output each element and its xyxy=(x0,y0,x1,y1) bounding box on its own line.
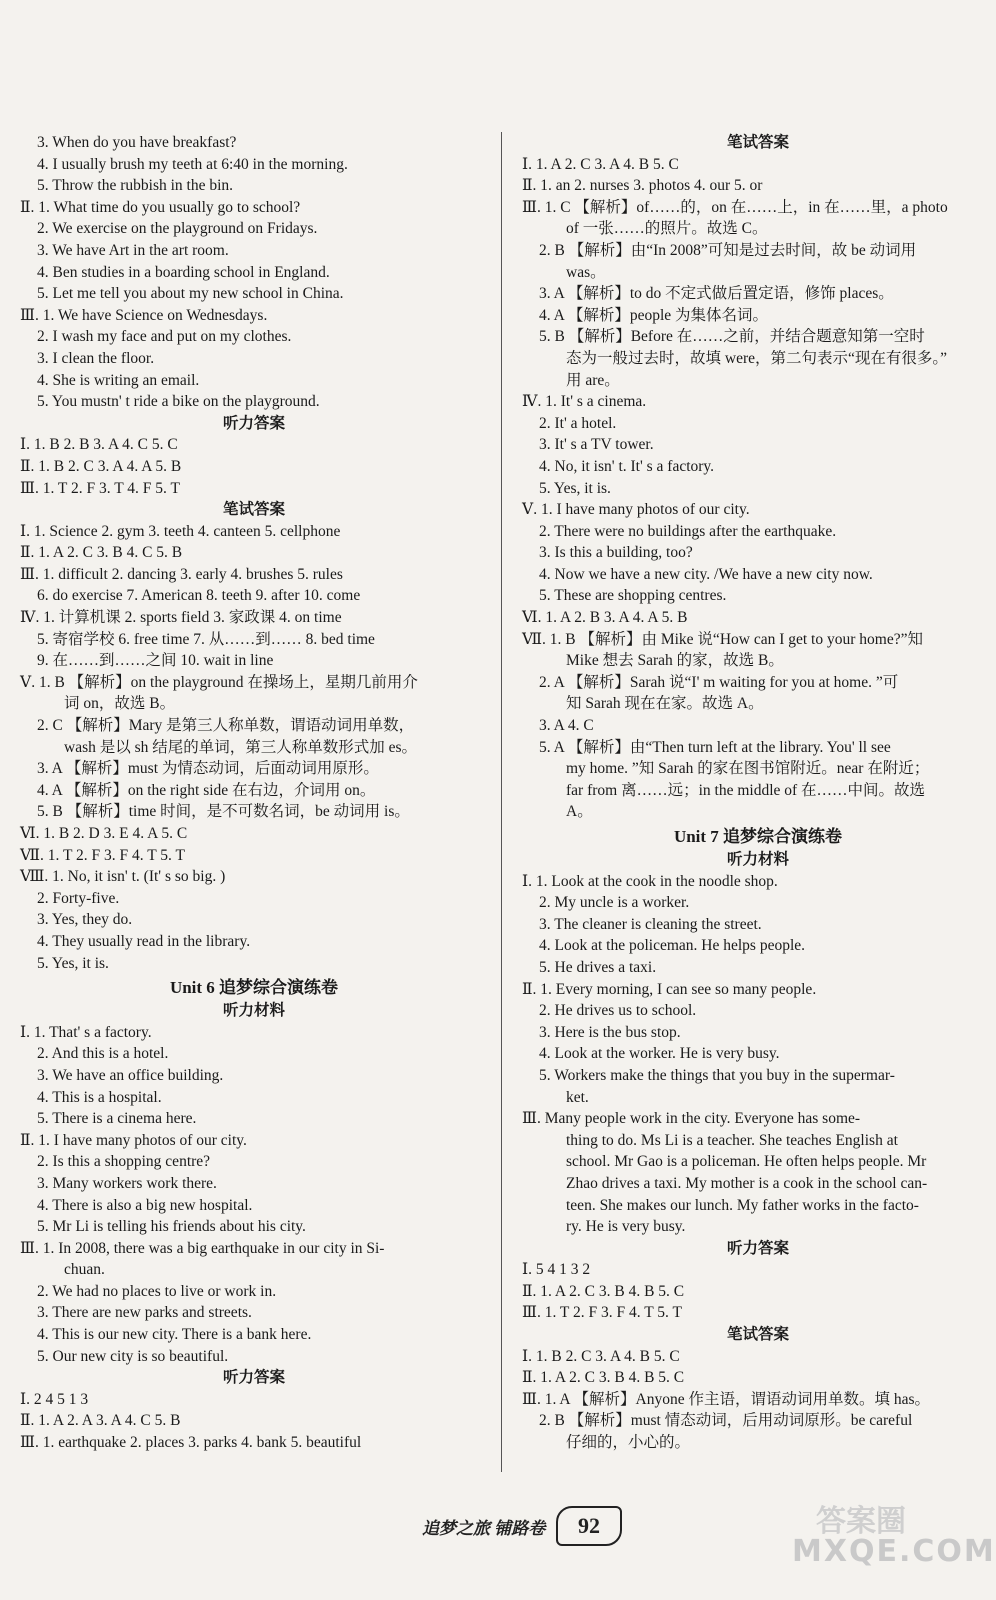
text-line: school. Mr Gao is a policeman. He often helps people. Mr xyxy=(566,1153,927,1171)
text-line: Ⅰ. 1. That' s a factory. xyxy=(20,1023,152,1041)
text-line: 4. There is also a big new hospital. xyxy=(37,1196,253,1214)
text-line: 4. Look at the policeman. He helps people. xyxy=(539,937,806,955)
text-line: 知 Sarah 现在在家。故选 A。 xyxy=(566,695,764,713)
text-line: 5. He drives a taxi. xyxy=(539,958,657,976)
text-line: 2. B 【解析】must 情态动词，后用动词原形。be careful xyxy=(539,1412,913,1430)
text-line: 2. There were no buildings after the earthquake. xyxy=(539,522,837,540)
text-line: 2. I wash my face and put on my clothes. xyxy=(37,328,292,346)
section-heading: 听力答案 xyxy=(222,1369,285,1387)
text-line: Ⅱ. 1. A 2. A 3. A 4. C 5. B xyxy=(20,1412,181,1430)
text-line: Ⅱ. 1. A 2. C 3. B 4. C 5. B xyxy=(20,544,183,562)
text-line: 3. Is this a building, too? xyxy=(539,544,693,562)
section-heading: 听力材料 xyxy=(726,851,789,868)
section-heading: 笔试答案 xyxy=(222,501,285,519)
unit-title: Unit 6 追梦综合演练卷 xyxy=(169,978,339,998)
text-line: Ⅰ. 1. Look at the cook in the noodle shop. xyxy=(522,872,778,890)
brand-logo: 追梦之旅 铺路卷 xyxy=(422,1519,546,1538)
text-line: Ⅶ. 1. B 【解析】由 Mike 说“How can I get to your home?”知 xyxy=(522,630,923,648)
text-line: thing to do. Ms Li is a teacher. She teaches English at xyxy=(566,1131,898,1149)
text-line: Ⅲ. 1. We have Science on Wednesdays. xyxy=(20,306,268,324)
text-line: Ⅷ. 1. No, it isn' t. (It' s so big. ) xyxy=(20,868,226,886)
text-line: Ⅲ. 1. C 【解析】of……的，on 在……上，in 在……里，a photo xyxy=(522,198,948,216)
text-line: 3. We have Art in the art room. xyxy=(37,241,229,259)
text-line: Ⅰ. 5 4 1 3 2 xyxy=(522,1261,591,1279)
page-number: 92 xyxy=(556,1506,622,1546)
text-line: 4. This is our new city. There is a bank here. xyxy=(37,1326,312,1344)
text-line: 3. A 【解析】must 为情态动词，后面动词用原形。 xyxy=(37,760,379,778)
text-line: Zhao drives a taxi. My mother is a cook in the school can- xyxy=(566,1174,928,1192)
text-line: Ⅱ. 1. A 2. C 3. B 4. B 5. C xyxy=(522,1282,685,1300)
text-line: 5. B 【解析】time 时间，是不可数名词，be 动词用 is。 xyxy=(37,803,410,821)
text-line: 4. No, it isn' t. It' s a factory. xyxy=(539,457,715,475)
text-line: 2. And this is a hotel. xyxy=(37,1045,169,1063)
text-line: Ⅱ. 1. an 2. nurses 3. photos 4. our 5. or xyxy=(522,177,763,195)
text-line: Ⅰ. 1. A 2. C 3. A 4. B 5. C xyxy=(522,155,679,173)
text-line: was。 xyxy=(566,263,606,281)
text-line: Ⅱ. 1. I have many photos of our city. xyxy=(20,1131,247,1149)
text-line: Ⅱ. 1. B 2. C 3. A 4. A 5. B xyxy=(20,457,182,475)
text-line: 3. A 4. C xyxy=(539,717,594,735)
text-line: 3. The cleaner is cleaning the street. xyxy=(539,915,762,933)
text-line: 3. There are new parks and streets. xyxy=(37,1304,252,1322)
text-line: Ⅲ. 1. T 2. F 3. T 4. F 5. T xyxy=(20,479,180,497)
text-line: 5. There is a cinema here. xyxy=(37,1110,197,1128)
text-line: Ⅰ. 1. B 2. C 3. A 4. B 5. C xyxy=(522,1347,680,1365)
text-line: 3. Yes, they do. xyxy=(37,911,133,929)
text-line: A。 xyxy=(566,803,593,821)
text-line: 5. Let me tell you about my new school in China. xyxy=(37,285,344,303)
text-line: 5. A 【解析】由“Then turn left at the library. You' ll see xyxy=(539,738,891,756)
text-line: 5. Throw the rubbish in the bin. xyxy=(37,177,234,195)
text-line: 4. A 【解析】people 为集体名词。 xyxy=(539,306,769,324)
text-line: of 一张……的照片。故选 C。 xyxy=(566,220,768,238)
section-heading: 听力答案 xyxy=(726,1239,789,1257)
text-line: Ⅰ. 1. B 2. B 3. A 4. C 5. C xyxy=(20,436,178,454)
text-line: 3. We have an office building. xyxy=(37,1066,224,1084)
left-column xyxy=(20,132,488,1454)
text-line: 4. Now we have a new city. /We have a new city now. xyxy=(539,565,873,583)
section-heading: 笔试答案 xyxy=(726,134,789,151)
text-line: 3. I clean the floor. xyxy=(37,349,155,367)
text-line: 2. We exercise on the playground on Fridays. xyxy=(37,220,318,238)
text-line: 5. You mustn' t ride a bike on the playground. xyxy=(37,393,320,411)
text-line: 9. 在……到……之间 10. wait in line xyxy=(37,652,274,670)
text-line: teen. She makes our lunch. My father works in the facto- xyxy=(566,1196,919,1214)
unit-title: Unit 7 追梦综合演练卷 xyxy=(673,827,843,846)
text-line: 5. 寄宿学校 6. free time 7. 从……到…… 8. bed time xyxy=(37,630,375,648)
text-line: 2. He drives us to school. xyxy=(539,1002,697,1020)
text-line: 5. Yes, it is. xyxy=(37,954,109,972)
text-line: my home. ”知 Sarah 的家在图书馆附近。near 在附近； xyxy=(566,760,930,778)
text-line: 2. We had no places to live or work in. xyxy=(37,1282,277,1300)
text-line: Ⅲ. Many people work in the city. Everyone has some- xyxy=(522,1110,861,1128)
text-line: 5. Yes, it is. xyxy=(539,479,611,497)
text-line: Ⅱ. 1. Every morning, I can see so many people. xyxy=(522,980,817,998)
text-line: Ⅲ. 1. A 【解析】Anyone 作主语，谓语动词用单数。填 has。 xyxy=(522,1390,931,1408)
text-line: Ⅵ. 1. B 2. D 3. E 4. A 5. C xyxy=(20,825,188,842)
text-line: 5. B 【解析】Before 在……之前，并结合题意知第一空时 xyxy=(539,328,925,346)
text-line: far from 离……远；in the middle of 在……中间。故选 xyxy=(566,781,926,799)
text-line: 4. Ben studies in a boarding school in England. xyxy=(37,263,330,281)
text-line: 4. This is a hospital. xyxy=(37,1088,162,1106)
text-line: Ⅱ. 1. What time do you usually go to school? xyxy=(20,198,301,216)
text-line: Ⅱ. 1. A 2. C 3. B 4. B 5. C xyxy=(522,1369,685,1387)
text-line: 用 are。 xyxy=(566,371,620,389)
text-line: Ⅵ. 1. A 2. B 3. A 4. A 5. B xyxy=(522,609,688,627)
text-line: Ⅰ. 1. Science 2. gym 3. teeth 4. canteen 5. cellphone xyxy=(20,522,341,540)
text-line: 2. B 【解析】由“In 2008”可知是过去时间，故 be 动词用 xyxy=(539,241,917,259)
text-line: Mike 想去 Sarah 的家，故选 B。 xyxy=(566,652,784,670)
text-line: ket. xyxy=(566,1088,589,1106)
text-line: ry. He is very busy. xyxy=(566,1218,686,1236)
text-line: 4. A 【解析】on the right side 在右边，介词用 on。 xyxy=(37,781,376,799)
text-line: Ⅴ. 1. I have many photos of our city. xyxy=(522,501,750,519)
section-heading: 笔试答案 xyxy=(726,1326,789,1344)
text-line: Ⅳ. 1. 计算机课 2. sports field 3. 家政课 4. on time xyxy=(20,609,342,627)
text-line: Ⅴ. 1. B 【解析】on the playground 在操场上，星期几前用介 xyxy=(20,673,418,691)
text-line: 6. do exercise 7. American 8. teeth 9. after 10. come xyxy=(37,587,361,605)
section-heading: 听力答案 xyxy=(222,414,285,432)
text-line: Ⅶ. 1. T 2. F 3. F 4. T 5. T xyxy=(20,846,185,864)
text-line: 5. Workers make the things that you buy in the supermar- xyxy=(539,1066,895,1084)
text-line: Ⅲ. 1. earthquake 2. places 3. parks 4. bank 5. beautiful xyxy=(20,1434,362,1452)
text-line: Ⅰ. 2 4 5 1 3 xyxy=(20,1390,89,1408)
text-line: 3. Here is the bus stop. xyxy=(539,1023,681,1041)
text-line: Ⅲ. 1. In 2008, there was a big earthquake in our city in Si- xyxy=(20,1239,385,1257)
text-line: Ⅲ. 1. T 2. F 3. F 4. T 5. T xyxy=(522,1304,682,1322)
text-line: 4. They usually read in the library. xyxy=(37,932,251,950)
text-line: 3. When do you have breakfast? xyxy=(37,134,237,151)
column-divider xyxy=(501,132,502,1472)
watermark-url: MXQE.COM xyxy=(792,1534,996,1569)
text-line: 2. My uncle is a worker. xyxy=(539,894,690,912)
right-column xyxy=(522,132,994,1454)
text-line: 2. C 【解析】Mary 是第三人称单数，谓语动词用单数， xyxy=(37,717,415,735)
text-line: 3. A 【解析】to do 不定式做后置定语，修饰 places。 xyxy=(539,285,894,303)
text-line: 4. I usually brush my teeth at 6:40 in the morning. xyxy=(37,155,348,173)
text-line: chuan. xyxy=(64,1261,105,1279)
text-line: 2. A 【解析】Sarah 说“I' m waiting for you at home. ”可 xyxy=(539,673,899,691)
text-line: wash 是以 sh 结尾的单词，第三人称单数形式加 es。 xyxy=(64,738,418,756)
text-line: Ⅳ. 1. It' s a cinema. xyxy=(522,393,647,411)
text-line: 3. It' s a TV tower. xyxy=(539,436,654,454)
watermark-logo: 答案圈 xyxy=(816,1504,906,1539)
text-line: 仔细的，小心的。 xyxy=(566,1434,691,1452)
text-line: 2. Forty-five. xyxy=(37,889,120,907)
text-line: 词 on，故选 B。 xyxy=(64,695,176,713)
text-line: Ⅲ. 1. difficult 2. dancing 3. early 4. brushes 5. rules xyxy=(20,565,343,583)
text-line: 5. Mr Li is telling his friends about his city. xyxy=(37,1218,306,1236)
text-line: 5. Our new city is so beautiful. xyxy=(37,1347,229,1365)
text-line: 2. It' a hotel. xyxy=(539,414,617,432)
text-line: 4. She is writing an email. xyxy=(37,371,200,389)
text-line: 态为一般过去时，故填 were，第二句表示“现在有很多。” xyxy=(566,349,948,367)
text-line: 5. These are shopping centres. xyxy=(539,587,727,605)
text-line: 3. Many workers work there. xyxy=(37,1174,217,1192)
text-line: 4. Look at the worker. He is very busy. xyxy=(539,1045,780,1063)
text-line: 2. Is this a shopping centre? xyxy=(37,1153,211,1171)
section-heading: 听力材料 xyxy=(222,1002,285,1020)
